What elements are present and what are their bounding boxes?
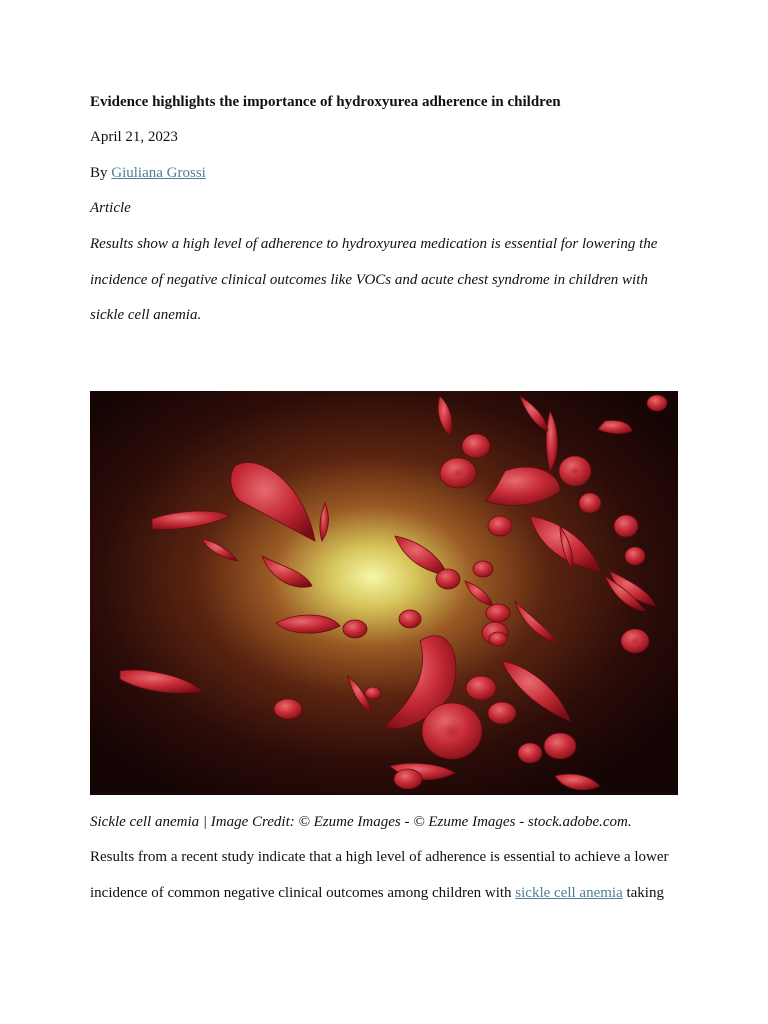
body-text-part-1: Results from a recent study indicate that a high level of adherence is essential to achieve a lower incidence of common negative clinical outcomes among children with <box>90 849 669 901</box>
image-caption: Sickle cell anemia | Image Credit: © Ezume Images - © Ezume Images - stock.adobe.com. <box>90 814 632 830</box>
byline <box>90 163 206 183</box>
article-summary: Results show a high level of adherence to hydroxyurea medication is essential for lowering the incidence of negative clinical outcomes like VOCs and acute chest syndrome in children with sickle cell anemia. <box>90 236 658 324</box>
byline-prefix: By <box>90 165 112 181</box>
author-link[interactable]: Giuliana Grossi <box>111 165 206 181</box>
publish-date: April 21, 2023 <box>90 129 178 145</box>
article-type-label: Article <box>90 200 131 216</box>
hero-image <box>90 391 678 795</box>
article-title: Evidence highlights the importance of hydroxyurea adherence in children <box>90 94 561 110</box>
body-text-part-2: taking <box>622 884 664 901</box>
sickle-cell-illustration <box>90 391 678 795</box>
sickle-cell-anemia-link[interactable]: sickle cell anemia <box>515 884 623 901</box>
article-body-paragraph <box>90 840 678 911</box>
